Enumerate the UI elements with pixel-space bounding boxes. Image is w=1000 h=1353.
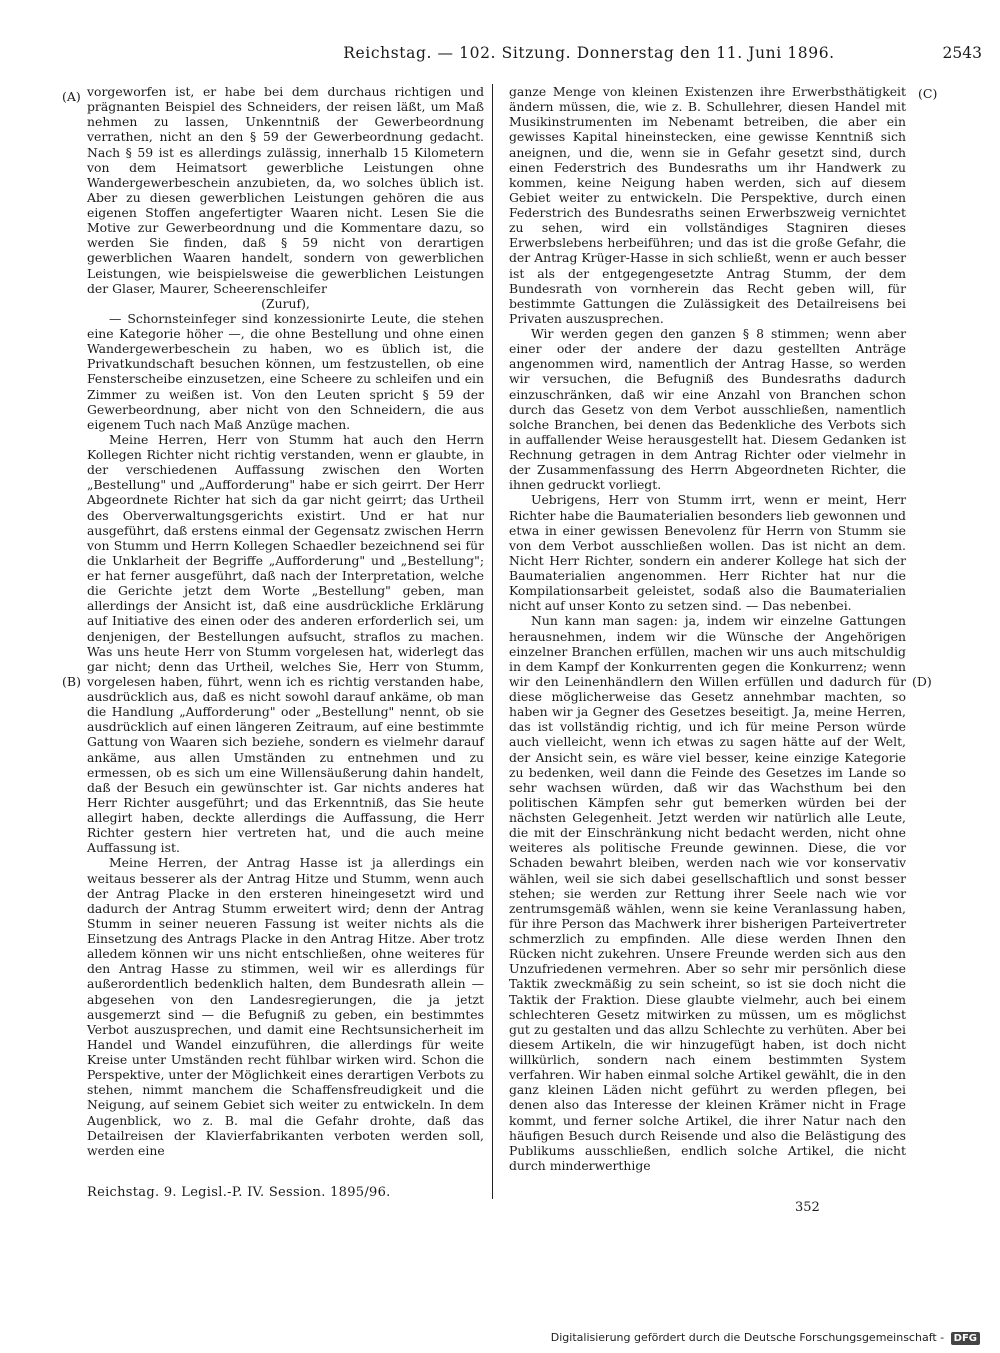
footer-signature: 352: [795, 1200, 820, 1215]
digitization-credit: [551, 1331, 980, 1345]
paragraph: Meine Herren, der Antrag Hasse ist ja allerdings ein weitaus besserer als der Antrag Hitze und Stumm, wenn auch der Antrag Placke in den ersteren hineingesetzt wird und dadurch der Antrag Stumm erweitert wird; denn der Antrag Stumm in seiner neueren Fassung ist weiter nichts als die Einsetzung des Antrags Placke in den Antrag Hitze. Aber trotz alledem können wir uns nicht entschließen, ohne weiteres für den Antrag Hasse zu stimmen, weil wir es allerdings für außerordentlich bedenklich halten, dem Bundesrath allein — abgesehen von den Landesregierungen, die ja jetzt ausgemerzt sind — die Befugniß zu geben, ein bestimmtes Verbot auszusprechen, und damit eine Rechtsunsicherheit im Handel und Wandel einzuführen, die allerdings für weite Kreise unter Umständen recht fühlbar wirken wird. Schon die Perspektive, unter der Möglichkeit eines derartigen Verbots zu stehen, nimmt manchem die Schaffensfreudigkeit und die Neigung, auf seinem Gebiet sich weiter zu entwickeln. In dem Augenblick, wo z. B. mal die Gefahr drohte, daß das Detailreisen der Klavierfabrikanten verboten werden soll, werden eine: [87, 855, 484, 1158]
paragraph: Meine Herren, Herr von Stumm hat auch den Herrn Kollegen Richter nicht richtig verstanden, wenn er glaubte, in der verschiedenen Auffassung zwischen den Worten „Bestellung" und „Aufforderung" habe er sich geirrt. Der Herr Abgeordnete Richter hat sich da gar nicht geirrt; das Urtheil des Oberverwaltungsgerichts existirt. Und er hat nur ausgeführt, daß erstens einmal der Gegensatz zwischen Herrn von Stumm und Herrn Kollegen Schaedler bezeichnend sei für die Unklarheit der Begriffe „Aufforderung" und „Bestellung"; er hat ferner ausgeführt, daß nach der Interpretation, welche die Gerichte jetzt dem Worte „Bestellung" geben, man allerdings der Ansicht ist, daß eine ausdrückliche Erklärung auf Initiative des einen oder des anderen erforderlich sei, um denjenigen, der Bestellungen aufsucht, straflos zu machen. Was uns heute Herr von Stumm vorgelesen hat, widerlegt das gar nicht; denn das Urtheil, welches Sie, Herr von Stumm, vorgelesen haben, führt, wenn ich es richtig verstanden habe, ausdrücklich aus, daß es nicht sowohl darauf ankäme, ob man die Handlung „Aufforderung" oder „Bestellung" nennt, ob sie ausdrücklich auf einen längeren Zeitraum, auf eine bestimmte Gattung von Waaren sich beziehe, sondern es vielmehr darauf ankäme, aus allen Umständen zu entnehmen und zu ermessen, ob es sich um eine Willensäußerung dahin handelt, daß der Besuch ein gewünschter ist. Gar nichts anderes hat Herr Richter ausgeführt; und das Erkenntniß, das Sie heute allegirt haben, deckte allerdings die Auffassung, die Herr Richter gestern hier vertreten hat, und die auch meine Auffassung ist.: [87, 431, 484, 856]
interjection: (Zuruf),: [261, 295, 310, 311]
paragraph: vorgeworfen ist, er habe bei dem durchaus richtigen und prägnanten Beispiel des Schneiders, der reisen läßt, um Maß nehmen zu lassen, Unkenntniß der Gewerbeordnung verrathen, nicht an den § 59 der Gewerbeordnung gedacht. Nach § 59 ist es allerdings zulässig, innerhalb 15 Kilometern von dem Heimatsort gewerbliche Leistungen ohne Wandergewerbeschein anzubieten, da, wo solches üblich ist. Aber zu diesen gewerblichen Leistungen gehören die aus eigenen Stoffen angefertigter Waaren nicht. Lesen Sie die Motive zur Gewerbeordnung und die Kommentare dazu, so werden Sie finden, daß § 59 nicht von derartigen gewerblichen Waaren handelt, sondern von gewerblichen Leistungen, wie beispielsweise die gewerblichen Leistungen der Glaser, Maurer, Scheerenschleifer: [87, 84, 484, 296]
column-divider: [492, 84, 493, 1199]
footer-session-info: Reichstag. 9. Legisl.-P. IV. Session. 1895/96.: [87, 1185, 391, 1200]
header-title: Reichstag. — 102. Sitzung. Donnerstag den 11. Juni 1896.: [343, 44, 835, 62]
left-column: [87, 84, 484, 1158]
paragraph: Wir werden gegen den ganzen § 8 stimmen; wenn aber einer oder der andere der dazu gestellten Anträge angenommen wird, namentlich der Antrag Hasse, so werden wir versuchen, die Befugniß des Bundesraths dadurch einzuschränken, daß wir eine Anzahl von Branchen schon durch das Gesetz von dem Verbot ausschließen, namentlich solche Branchen, bei denen das Bedenkliche des Verbots sich in auffallender Weise herausgestellt hat. Diesem Gedanken ist Rechnung getragen in dem Antrag Richter oder vielmehr in der Zusammenfassung des Herrn Abgeordneten Richter, die ihnen gedruckt vorliegt.: [509, 326, 906, 493]
right-column: [509, 84, 906, 1173]
margin-marker-c: (C): [918, 86, 938, 101]
margin-marker-d: (D): [912, 674, 932, 689]
paragraph: ganze Menge von kleinen Existenzen ihre Erwerbsthätigkeit ändern müssen, die, wie z. B. Schullehrer, diesen Handel mit Musikinstrumenten im Nebenamt betreiben, die aber ein gewisses Kapital hineinstecken, eine gewisse Kenntniß sich aneignen, und die, wenn sie in Gefahr gesetzt sind, durch einen Federstrich des Bundesraths um ihr Handwerk zu kommen, keine Neigung haben werden, sich auf diesem Gebiet weiter zu entwickeln. Die Perspektive, durch einen Federstrich des Bundesraths seinen Erwerbszweig vernichtet zu sehen, wird ein vollständiges Stagniren dieses Erwerbslebens herbeiführen; und das ist die große Gefahr, die der Antrag Krüger-Hasse in sich schließt, wenn er auch besser ist als der entgegengesetzte Antrag Stumm, der dem Bundesrath von vornherein das Recht geben will, für bestimmte Gattungen die Zulässigkeit des Detailreisens bei Privaten auszusprechen.: [509, 84, 906, 326]
paragraph: Nun kann man sagen: ja, indem wir einzelne Gattungen herausnehmen, indem wir die Wünsche der Angehörigen einzelner Branchen erfüllen, machen wir uns auch mitschuldig in dem Kampf der Konkurrenten gegen die Konkurrenz; wenn wir den Leinenhändlern den Willen erfüllen und dadurch für diese möglicherweise das Gesetz annehmbar machten, so haben wir ja Gegner des Gesetzes beseitigt. Ja, meine Herren, das ist vollständig richtig, und ich für meine Person würde auch vielleicht, wenn ich etwas zu sagen hätte auf der Welt, der Ansicht sein, es wäre viel besser, keine einzige Kategorie zu bedenken, weil dann die Feinde des Gesetzes im Lande so sehr wachsen würden, daß wir das Wachsthum bei den politischen Kämpfen sehr gut bemerken würden bei der nächsten Gelegenheit. Jetzt werden wir natürlich alle Leute, die mit der Einschränkung nicht bedacht werden, nicht ohne weiteres als politische Freunde gewinnen. Diese, die vor Schaden bewahrt bleiben, werden nach wie vor konservativ wählen, weil sie sich dabei gesellschaftlich und sonst besser stehen; sie werden zur Rettung ihrer Seele nach wie vor zentrumsgemäß wählen, wenn sie keine Veranlassung haben, für ihre Person das Machwerk ihrer bisherigen Parteivertreter schmerzlich zu empfinden. Alle diese werden Ihnen den Rücken nicht zukehren. Unsere Freunde werden sich aus den Unzufriedenen vermehren. Aber so sehr mir persönlich diese Taktik zweckmäßig zu sein scheint, so ist sie doch nicht die Taktik der Fraktion. Diese glaubte vielmehr, auch bei einem schlechteren Gesetz mitwirken zu müssen, um es möglichst gut zu gestalten und das allzu Schlechte zu verhüten. Aber bei diesem Artikeln, die wir hinzugefügt haben, ist doch nicht willkürlich, sondern nach einem bestimmten System verfahren. Wir haben einmal solche Artikel gewählt, die in den ganz kleinen Läden nicht geführt zu werden pflegen, bei denen also das Interesse der kleinen Krämer nicht in Frage kommt, und ferner solche Artikel, die ihrer Natur nach den häufigen Besuch durch Reisende und also die Belästigung des Publikums ausschließen, endlich solche Artikel, die nicht durch minderwerthige: [509, 613, 906, 1173]
margin-marker-b: (B): [62, 674, 81, 689]
margin-marker-a: (A): [62, 89, 81, 104]
dfg-logo-icon: DFG: [951, 1332, 980, 1345]
credit-text: Digitalisierung gefördert durch die Deutsche Forschungsgemeinschaft -: [550, 1331, 945, 1344]
paragraph: — Schornsteinfeger sind konzessionirte Leute, die stehen eine Kategorie höher —, die ohne Bestellung und ohne einen Wandergewerbeschein zu haben, wo es üblich ist, die Privatkundschaft besuchen können, um festzustellen, ob eine Fensterscheibe einzusetzen, eine Scheere zu schleifen und ein Zimmer zu weißen ist. Von den Leuten spricht § 59 der Gewerbeordnung, aber nicht von den Schneidern, die aus eigenem Tuch nach Maß Anzüge machen.: [87, 310, 484, 432]
page-number: 2543: [942, 44, 982, 62]
paragraph: Uebrigens, Herr von Stumm irrt, wenn er meint, Herr Richter habe die Baumaterialien besonders lieb gewonnen und etwa in einer gewissen Benevolenz für Herrn von Stumm sie von dem Verbot ausschließen wollen. Das ist nicht an dem. Nicht Herr Richter, sondern ein anderer Kollege hat sich der Baumaterialien angenommen. Herr Richter hat nur die Kompilationsarbeit geleistet, sodaß also die Baumaterialien nicht auf unser Konto zu setzen sind. — Das nebenbei.: [509, 492, 906, 614]
running-header: [0, 44, 1000, 68]
